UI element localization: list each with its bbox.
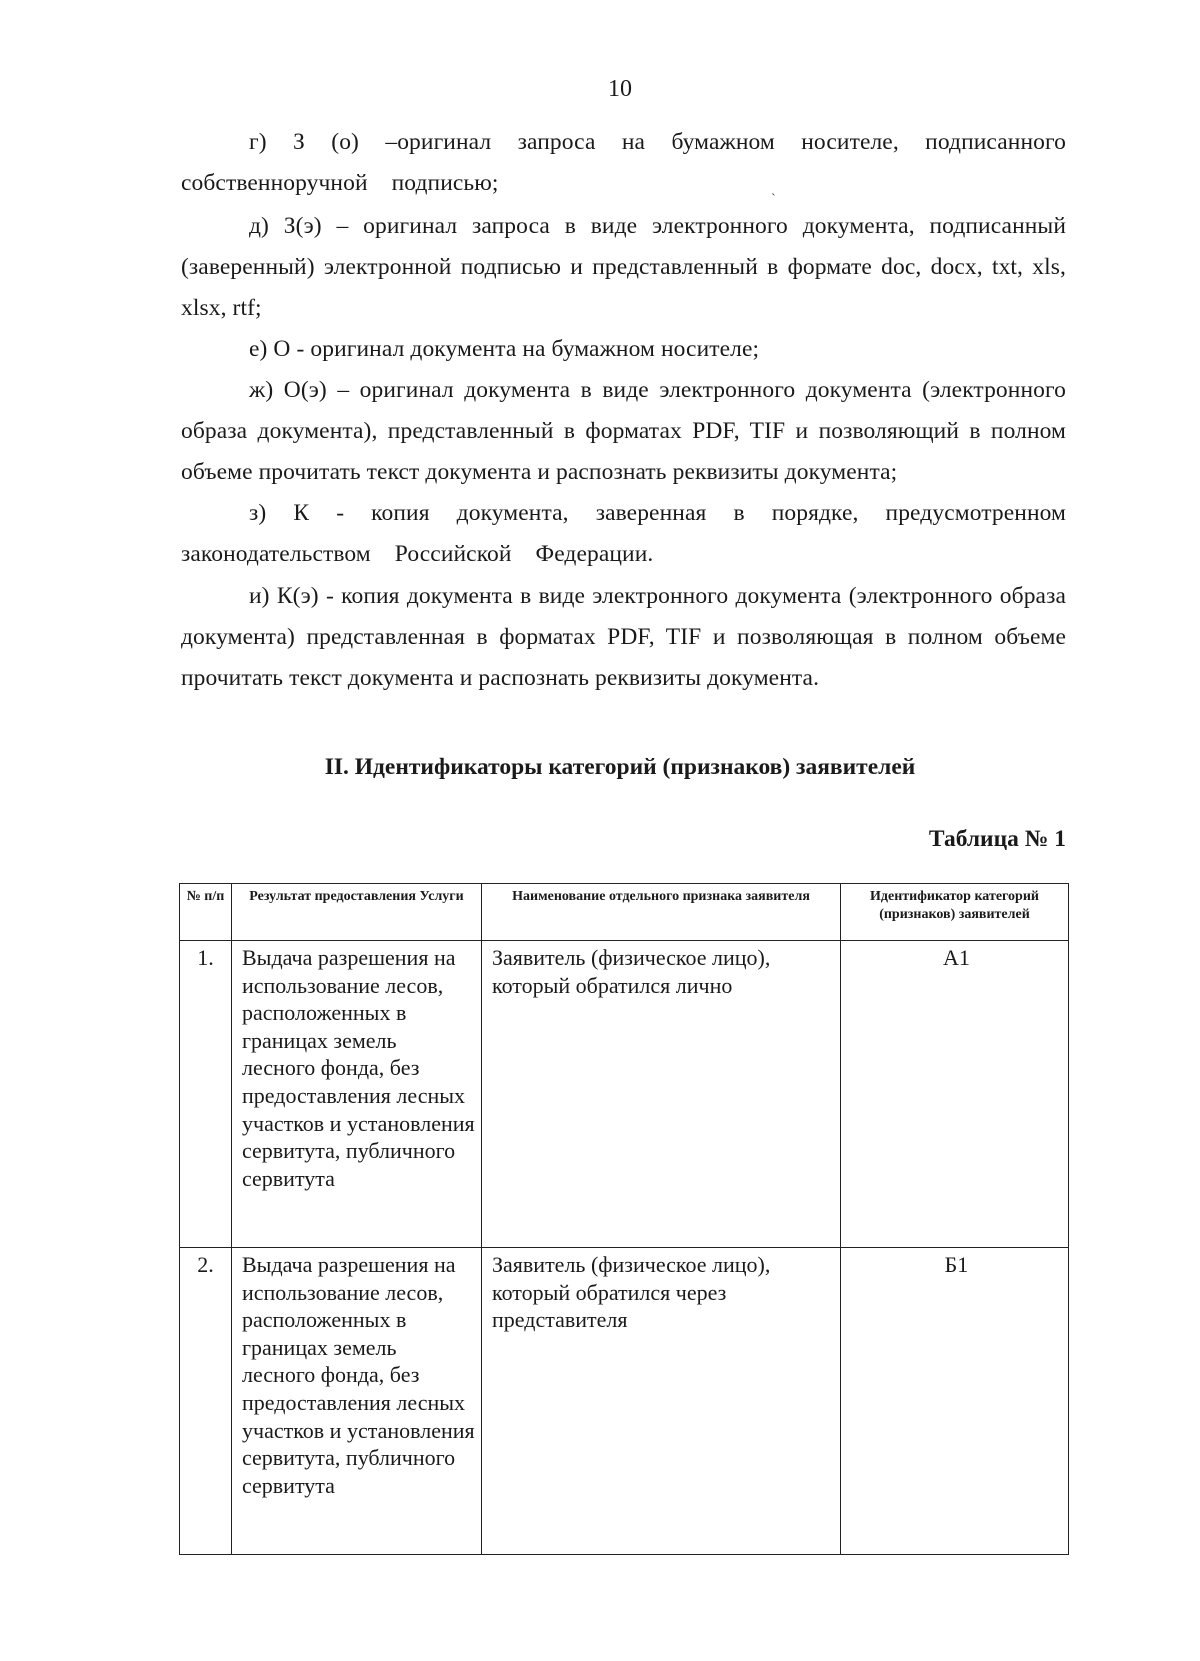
header-category-identifier: Идентификатор категорий (признаков) заявителей <box>841 884 1069 941</box>
paragraph-i: и) К(э) - копия документа в виде электронного документа (электронного образа документа) представленная в форматах PDF, TIF и позволяющая в полном объеме прочитать текст документа и распознать реквизиты документа. <box>181 583 1066 691</box>
section-heading: II. Идентификаторы категорий (признаков) заявителей <box>324 754 916 780</box>
row-number: 1. <box>180 941 232 1248</box>
row-applicant-feature: Заявитель (физическое лицо), который обратился лично <box>482 941 841 1248</box>
table-caption: Таблица № 1 <box>928 826 1066 852</box>
table-row <box>180 941 1069 1248</box>
row-service-result: Выдача разрешения на использование лесов, расположенных в границах земель лесного фонда, без предоставления лесных участков и установления сервитута, публичного сервитута <box>232 941 482 1248</box>
paragraph-z: з) К - копия документа, заверенная в порядке, предусмотренном законодательством Российской Федерации. <box>181 500 1066 567</box>
paragraph-zh: ж) О(э) – оригинал документа в виде электронного документа (электронного образа документа), представленный в форматах PDF, TIF и позволяющий в полном объеме прочитать текст документа и распознать реквизиты документа; <box>181 377 1066 485</box>
table-header-row <box>180 884 1069 941</box>
table-row <box>180 1248 1069 1555</box>
header-number: № п/п <box>180 884 232 941</box>
paragraph-e: е) О - оригинал документа на бумажном носителе; <box>249 336 760 362</box>
paragraph-d: д) З(э) – оригинал запроса в виде электронного документа, подписанный (заверенный) электронной подписью и представленный в формате doc, docx, txt, xls, xlsx, rtf; <box>181 213 1066 321</box>
paragraph-g: г) З (о) –оригинал запроса на бумажном носителе, подписанного собственноручной подписью; <box>181 129 1066 196</box>
applicant-categories-table <box>179 883 1069 1555</box>
row-category-identifier: Б1 <box>841 1248 1069 1555</box>
header-service-result: Результат предоставления Услуги <box>232 884 482 941</box>
row-service-result: Выдача разрешения на использование лесов, расположенных в границах земель лесного фонда, без предоставления лесных участков и установления сервитута, публичного сервитута <box>232 1248 482 1555</box>
row-number: 2. <box>180 1248 232 1555</box>
page-number: 10 <box>608 76 632 102</box>
scan-mark: ˋ <box>771 192 776 207</box>
header-applicant-feature: Наименование отдельного признака заявителя <box>482 884 841 941</box>
row-applicant-feature: Заявитель (физическое лицо), который обратился через представителя <box>482 1248 841 1555</box>
row-category-identifier: А1 <box>841 941 1069 1248</box>
